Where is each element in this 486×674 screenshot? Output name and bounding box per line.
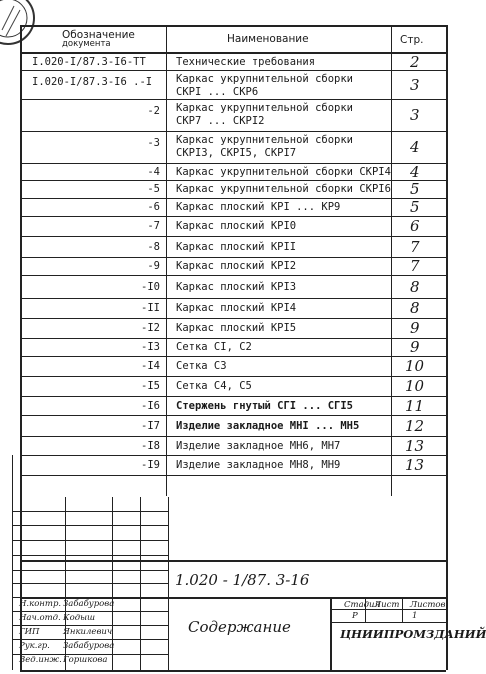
rule-line [20, 338, 446, 339]
rule-line [20, 180, 446, 181]
rule-line [12, 597, 168, 598]
doc-code: 1.020 - 1/87. 3-16 [175, 571, 310, 589]
rule-line [20, 670, 446, 672]
row-name: Каркас укрупнительной сборки [176, 134, 354, 146]
row-code: -I0 [141, 280, 160, 293]
row-code: -I7 [141, 419, 160, 432]
rule-line [12, 570, 168, 571]
header-name: Наименование [227, 33, 309, 45]
sheets-label: Листов [410, 600, 446, 610]
rule-line [20, 376, 446, 377]
row-page: 7 [410, 237, 420, 256]
rule-line [168, 497, 169, 670]
row-page: 4 [410, 138, 420, 156]
row-name: Сетка С4, С5 [176, 380, 252, 392]
row-code: -I5 [141, 380, 160, 392]
rule-line [446, 25, 448, 670]
rule-line [20, 163, 446, 164]
rule-line [20, 455, 21, 670]
row-code: -4 [147, 165, 160, 178]
row-page: 3 [410, 106, 420, 124]
doc-title: Содержание [188, 618, 291, 636]
rule-line [330, 622, 446, 623]
row-code: -8 [147, 240, 160, 253]
row-page: 8 [410, 299, 420, 317]
rule-line [391, 25, 392, 496]
row-name: Сетка СI, С2 [176, 341, 252, 353]
row-name: Изделие закладное МН6, МН7 [176, 439, 341, 452]
rule-line [12, 654, 168, 655]
row-name: Сетка С3 [176, 360, 227, 372]
rule-line [330, 609, 446, 610]
rule-line [20, 356, 446, 357]
rule-line [20, 25, 446, 27]
row-name: Каркас плоский КРI3 [176, 280, 297, 293]
row-code: I.020-I/87.3-I6-ТТ [32, 55, 146, 68]
header-designation: Обозначение [62, 29, 135, 41]
rule-line [12, 583, 168, 584]
rule-line [20, 415, 446, 416]
row-name: Стержень гнутый СГI ... СГI5 [176, 399, 354, 412]
rule-line [20, 52, 446, 54]
row-page: 13 [405, 456, 425, 474]
row-name: Каркас плоский КРI4 [176, 302, 297, 314]
row-name: Изделие закладное МНI ... МН5 [176, 419, 360, 432]
row-code: -9 [147, 260, 160, 272]
rule-line [20, 455, 446, 456]
rule-line [20, 396, 446, 397]
rule-line [402, 597, 403, 622]
row-page: 10 [405, 377, 425, 395]
row-page: 9 [410, 338, 420, 356]
row-code: -7 [147, 220, 160, 232]
row-name: Каркас укрупнительной сборки СКРI4 [176, 165, 391, 178]
row-code: -II [141, 302, 160, 314]
row-code: -I4 [141, 360, 160, 372]
role-label: Н.контр. [19, 599, 62, 609]
row-name: СКРI3, СКРI5, СКРI7 [176, 147, 297, 159]
rule-line [20, 198, 446, 199]
row-name: Каркас укрупнительной сборки [176, 102, 354, 114]
row-code: -I6 [141, 399, 160, 412]
rule-line [20, 131, 446, 132]
row-page: 11 [405, 396, 425, 415]
row-name: Технические требования [176, 55, 316, 68]
row-page: 2 [410, 52, 420, 71]
row-name: Изделие закладное МН8, МН9 [176, 459, 341, 471]
rule-line [20, 236, 446, 237]
row-name: Каркас плоский КРI2 [176, 260, 297, 272]
row-name: Каркас плоский КРI0 [176, 220, 297, 232]
rule-line [20, 216, 446, 217]
role-person: Забабурова [63, 599, 115, 609]
rule-line [12, 639, 168, 640]
role-label: ГИП [19, 627, 40, 637]
row-name: СКР7 ... СКРI2 [176, 115, 265, 127]
role-person: Кодыш [63, 613, 96, 623]
rule-line [20, 560, 446, 562]
row-code: I.020-I/87.3-I6 .-I [32, 76, 153, 88]
stage-label: Стадия [344, 600, 381, 610]
stamp-seal-icon [0, 0, 38, 48]
rule-line [12, 540, 168, 541]
row-page: 3 [410, 75, 420, 94]
row-page: 4 [410, 162, 420, 181]
row-page: 7 [410, 257, 420, 275]
rule-line [12, 625, 168, 626]
rule-line [20, 257, 446, 258]
rule-line [20, 298, 446, 299]
rule-line [20, 475, 446, 476]
role-person: Янкилевич [63, 627, 113, 637]
row-name: Каркас плоский КРII [176, 240, 297, 253]
rule-line [20, 318, 446, 319]
row-page: 6 [410, 217, 420, 235]
row-page: 9 [410, 319, 420, 337]
rule-line [20, 436, 446, 437]
rule-line [20, 275, 446, 276]
rule-line [12, 511, 168, 512]
rule-line [12, 525, 168, 526]
rule-line [12, 611, 168, 612]
header-page: Стр. [400, 34, 424, 46]
row-name: Каркас укрупнительной сборки СКРI6 [176, 183, 391, 195]
row-code: -5 [147, 183, 160, 195]
rule-line [20, 99, 446, 100]
header-designation-sub: документа [62, 39, 111, 49]
row-page: 5 [410, 180, 420, 198]
organization: ЦНИИПРОМЗДАНИЙ [340, 627, 486, 641]
rule-line [166, 25, 167, 496]
row-code: -6 [147, 201, 160, 213]
role-label: Рук.гр. [19, 641, 50, 651]
row-name: Каркас плоский КРI ... КР9 [176, 201, 341, 213]
sheet-label: Лист [374, 600, 400, 610]
row-code: -I9 [141, 459, 160, 471]
row-name: СКРI ... СКР6 [176, 86, 259, 98]
role-person: Забабурова [63, 641, 115, 651]
row-page: 8 [410, 277, 420, 296]
role-label: Вед.инж. [19, 655, 62, 665]
row-page: 12 [405, 416, 425, 435]
rule-line [365, 597, 366, 622]
row-code: -2 [147, 105, 160, 117]
row-page: 10 [405, 357, 425, 375]
row-page: 5 [410, 198, 420, 216]
row-name: Каркас плоский КРI5 [176, 322, 297, 334]
rule-line [12, 455, 13, 670]
row-code: -I8 [141, 439, 160, 452]
rule-line [330, 597, 332, 670]
row-code: -I3 [141, 341, 160, 353]
row-code: -3 [147, 137, 160, 149]
rule-line [12, 555, 168, 556]
sheet-value: 1 [412, 611, 418, 621]
row-code: -I2 [141, 322, 160, 334]
stage-value: Р [352, 611, 358, 621]
row-name: Каркас укрупнительной сборки [176, 73, 354, 85]
role-person: Горшкова [63, 655, 108, 665]
role-label: Нач.отд. [19, 613, 61, 623]
rule-line [20, 70, 446, 71]
row-page: 13 [405, 436, 425, 455]
